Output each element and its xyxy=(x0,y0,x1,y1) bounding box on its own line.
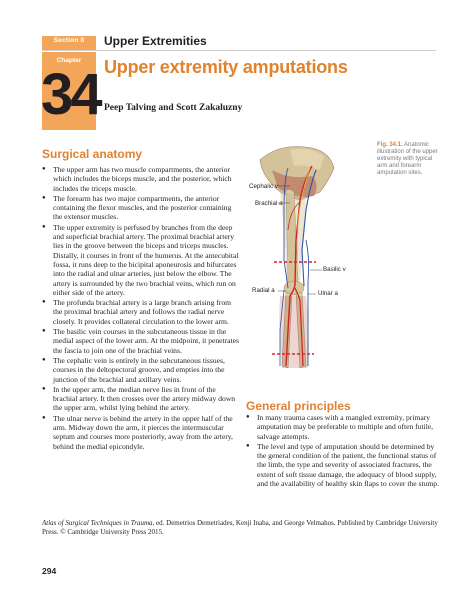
page-number: 294 xyxy=(42,566,57,576)
surgical-anatomy-section xyxy=(42,165,240,452)
chapter-title: Upper extremity amputations xyxy=(104,57,348,77)
chapter-number: 34 xyxy=(41,62,100,127)
list-item: ● The ulnar nerve is behind the artery in the upper half of the arm. Midway down the arm, it pierces the intermuscular septum and courses more posteriorly, away from the artery, behind the medial epicondyle. xyxy=(42,414,240,451)
surgical-anatomy-heading: Surgical anatomy xyxy=(42,147,143,161)
general-principles-section xyxy=(246,413,444,489)
list-item: ● In many trauma cases with a mangled extremity, primary amputation may be preferable to multiple and often futile, salvage attempts. xyxy=(246,413,444,441)
general-principles-heading: General principles xyxy=(246,399,351,413)
list-item: ● The profunda brachial artery is a large branch arising from the proximal brachial artery and follows the radial nerve closely. It provides collateral circulation to the lower arm. xyxy=(42,298,240,326)
cephalic-vein-label: Cephalic v xyxy=(249,183,278,190)
radial-artery-label: Radial a xyxy=(252,287,275,294)
caption-label: Fig. 34.1. xyxy=(377,142,403,148)
list-item: ● The forearm has two major compartments, the anterior containing the flexor muscles, and the posterior containing the extensor muscles. xyxy=(42,194,240,222)
ulnar-artery-label: Ulnar a xyxy=(318,290,338,297)
caption-text: Anatomic illustration of the upper extremity with typical arm and forearm amputation sites. xyxy=(377,142,438,176)
basilic-vein-label: Basilic v xyxy=(323,266,346,273)
upper-extremity-illustration xyxy=(250,140,368,376)
figure-caption xyxy=(377,142,443,177)
section-label: Section 8 xyxy=(53,37,85,44)
surgical-anatomy-list xyxy=(42,165,240,451)
list-item: ● The cephalic vein is entirely in the subcutaneous tissues, courses in the deltopectoral groove, and empties into the junction of the brachial and axillary veins. xyxy=(42,356,240,384)
footnote-rest: , ed. Demetrios Demetriades, Kenji Inaba, and George Velmahos. Published by Cambridge University Press. © Cambridge University Press 2015. xyxy=(42,519,438,536)
chapter-label: Chapter xyxy=(56,57,82,64)
list-item: ● In the upper arm, the median nerve lies in front of the brachial artery. It then crosses over the artery midway down the upper arm, whilst lying behind the artery. xyxy=(42,385,240,413)
list-item: ● The upper extremity is perfused by branches from the deep and superficial brachial artery. The proximal brachial artery lies in the groove between the biceps and triceps muscles. Distally, it courses in front of the humerus. At the antecubital fossa, it runs deep to the bicipital aponeurosis and bifurcates into the radial and ulnar arteries, just below the elbow. The artery is surrounded by the two brachial veins, which run on either side of the artery. xyxy=(42,223,240,297)
list-item: ● The level and type of amputation should be determined by the general condition of the patient, the functional status of the limb, the type and severity of associated fractures, the extent of soft tissue damage, the adequacy of blood supply, and the availability of healthy skin flaps to cover the stump. xyxy=(246,442,444,488)
list-item: ● The basilic vein courses in the subcutaneous tissue in the medial aspect of the lower arm. At the midpoint, it penetrates the fascia to join one of the brachial veins. xyxy=(42,327,240,355)
list-item: ● The upper arm has two muscle compartments, the anterior which includes the biceps muscle, and the posterior, which includes the triceps muscle. xyxy=(42,165,240,193)
section-title: Upper Extremities xyxy=(104,34,207,48)
header-rule xyxy=(42,50,436,51)
brachial-artery-label: Brachial a xyxy=(255,200,283,207)
anatomic-illustration xyxy=(250,140,368,376)
book-title: Atlas of Surgical Techniques in Trauma xyxy=(42,519,153,527)
general-principles-list xyxy=(246,413,444,488)
authors: Peep Talving and Scott Zakaluzny xyxy=(104,103,243,113)
footnote xyxy=(42,519,442,537)
